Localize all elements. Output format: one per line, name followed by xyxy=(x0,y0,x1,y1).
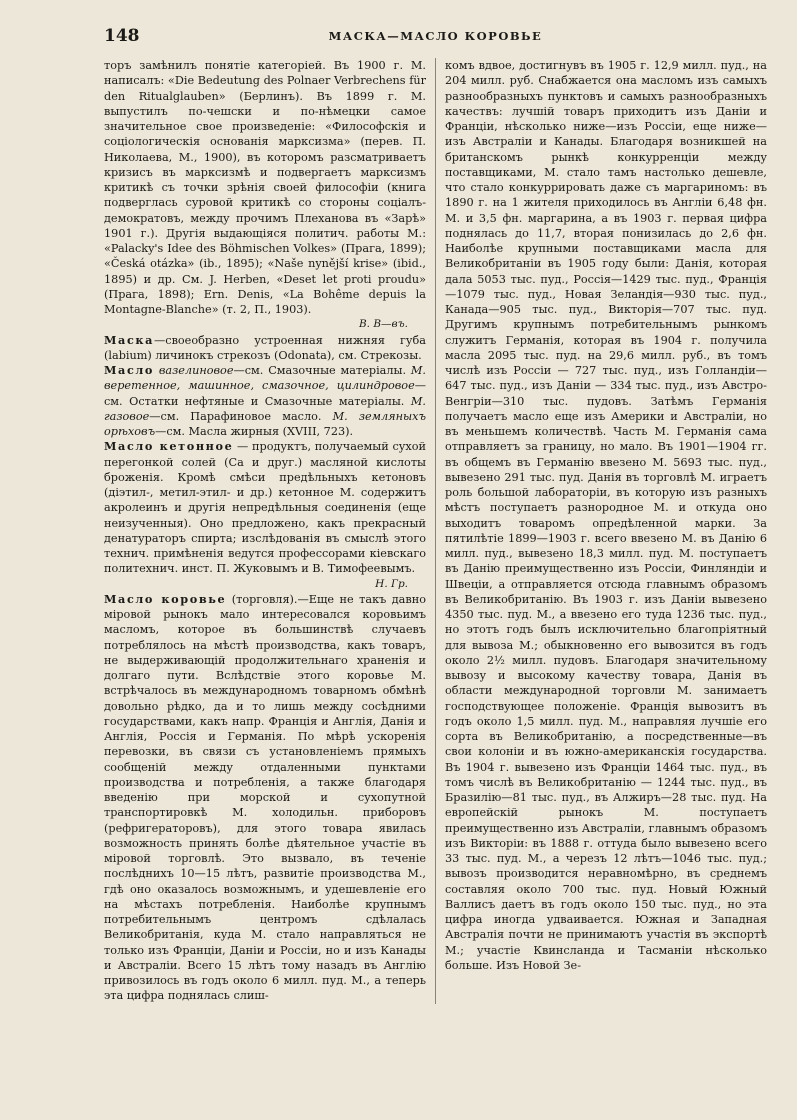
running-title: МАСКА—МАСЛО КОРОВЬЕ xyxy=(328,29,543,43)
right-column xyxy=(435,58,767,1004)
text-columns xyxy=(90,58,767,1004)
headword: Масло кетонное xyxy=(104,439,234,454)
headword: Масло xyxy=(104,363,155,377)
paragraph-masaryk-continued: торъ замѣнилъ понятіе категоріей. Въ 1900 г. М. написалъ: «Die Bedeutung des Polnaer Verbrechens für den Ritualglauben» (Берлинъ). Въ 1899 г. М. выпустилъ по-чешски и по-нѣмецки самое значительное свое произведеніе: «Философскія и соціологическія основанія марксизма» (перев. П. Николаева, М., 1900), въ которомъ разсматриваетъ кризисъ въ марксизмѣ и подвергаетъ марксизмъ критикѣ съ точки зрѣнія своей философіи (книга подверглась суровой критикѣ со стороны соціалъ-демократовъ, между прочимъ Плеханова въ «Зарѣ» 1901 г.). Другія выдающіяся политич. работы М.: «Palacky's Idee des Böhmischen Volkes» (Прага, 1899); «Česká otázka» (ib., 1895); «Naše nynější krise» (ibid., 1895) и др. См. J. Herben, «Deset let proti proudu» (Прага, 1898); Ern. Denis, «La Bohême depuis la Montagne-Blanche» (т. 2, П., 1903). xyxy=(104,59,426,316)
entry-maslo-korovie: Масло коровье (торговля).—Еще не такъ давно міровой рынокъ мало интересовался коровьимъ масломъ, которое въ большинствѣ случаевъ потреблялось на мѣстѣ производства, какъ товаръ, не выдерживающій продолжительнаго храненія и долгаго пути. Вслѣдствіе этого коровье М. встрѣчалось въ международномъ товарномъ обмѣнѣ довольно рѣдко, да и то лишь между сосѣдними государствами, какъ напр. Франція и Англія, Данія и Англія, Россія и Германія. По мѣрѣ ускоренія перевозки, въ связи съ установленіемъ прямыхъ сообщеній между отдаленными пунктами производства и потребленія, а также благодаря введенію при морской и сухопутной транспортировкѣ М. холодильн. приборовъ (рефригераторовъ), для этого товара явилась возможность принять болѣе дѣятельное участіе въ міровой торговлѣ. Это вызвало, въ теченіе послѣднихъ 10—15 лѣтъ, развитіе производства М., гдѣ оно оказалось возможнымъ, и удешевленіе его на мѣстахъ потребленія. Наиболѣе крупнымъ потребительнымъ центромъ сдѣлалась Великобританія, куда М. стало направляться не только изъ Франціи, Даніи и Россіи, но и изъ Канады и Австраліи. Всего 15 лѣтъ тому назадъ въ Англію привозилось въ годъ около 6 милл. пуд. М., а теперь эта цифра поднялась слиш- xyxy=(104,591,426,1003)
paragraph-maslo-korovie-continued: комъ вдвое, достигнувъ въ 1905 г. 12,9 милл. пуд., на 204 милл. руб. Снабжается она масломъ изъ самыхъ разнообразныхъ пунктовъ и самыхъ разнообразныхъ качествъ: лучшій товаръ приходитъ изъ Даніи и Франціи, нѣсколько ниже—изъ Россіи, еще ниже—изъ Австраліи и Канады. Благодаря возникшей на британскомъ рынкѣ конкурренціи между поставщиками, М. стало тамъ настолько дешевле, что стало конкуррировать даже съ маргариномъ: въ 1890 г. на 1 жителя приходилось въ Англіи 6,48 фн. М. и 3,5 фн. маргарина, а въ 1903 г. первая цифра поднялась до 11,7, вторая понизилась до 2,6 фн. Наиболѣе крупными поставщиками масла для Великобританіи въ 1905 году были: Данія, которая дала 5053 тыс. пуд., Россія—1429 тыс. пуд., Франція—1079 тыс. пуд., Новая Зеландія—930 тыс. пуд., Канада—905 тыс. пуд., Викторія—707 тыс. пуд. Другимъ крупнымъ потребительнымъ рынкомъ служитъ Германія, которая въ 1904 г. получила масла 2095 тыс. пуд. на 29,6 милл. руб., въ томъ числѣ изъ Россіи — 727 тыс. пуд., изъ Голландіи—647 тыс. пуд., изъ Даніи — 334 тыс. пуд., изъ Австро-Венгріи—310 тыс. пудовъ. Затѣмъ Германія получаетъ масло еще изъ Америки и Австраліи, но въ меньшемъ количествѣ. Часть М. Германія сама отправляетъ за границу, но мало. Въ 1901—1904 гг. въ общемъ въ Германію ввезено М. 5693 тыс. пуд., вывезено 291 тыс. пуд. Данія въ торговлѣ М. играетъ роль большой лабораторіи, въ которую изъ разныхъ мѣстъ поступаетъ разнородное М. и откуда оно выходитъ товаромъ опредѣленной марки. За пятилѣтіе 1899—1903 г. всего ввезено М. въ Данію 6 милл. пуд., вывезено 18,3 милл. пуд. М. поступаетъ въ Данію преимущественно изъ Россіи, Финляндіи и Швеціи, а отправляется отсюда главнымъ образомъ въ Великобританію. Въ 1903 г. изъ Даніи вывезено 4350 тыс. пуд. М., а ввезено его туда 1236 тыс. пуд., но этотъ годъ былъ исключительно благопріятный для вывоза М.; обыкновенно его вывозится въ годъ около 2½ милл. пудовъ. Благодаря значительному вывозу и высокому качеству товара, Данія въ области международной торговли М. занимаетъ господствующее положеніе. Франція вывозитъ въ годъ около 1,5 милл. пуд. М., направляя лучшіе его сорта въ Великобританію, а посредственные—въ свои колоніи и въ южно-американскія государства. Въ 1904 г. вывезено изъ Франціи 1464 тыс. пуд., въ томъ числѣ въ Великобританію — 1244 тыс. пуд., въ Бразилію—81 тыс. пуд., въ Алжиръ—28 тыс. пуд. На европейскій рынокъ М. поступаетъ преимущественно изъ Австраліи, главнымъ образомъ изъ Викторіи: въ 1888 г. оттуда было вывезено всего 33 тыс. пуд. М., а черезъ 12 лѣтъ—1046 тыс. пуд.; вывозъ производится неравномѣрно, въ среднемъ составляя около 700 тыс. пуд. Новый Южный Валлисъ даетъ въ годъ около 150 тыс. пуд., но эта цифра иногда удваивается. Южная и Западная Австралія почти не принимаютъ участія въ экспортѣ М.; участіе Квинсланда и Тасманіи нѣсколько больше. Изъ Новой Зе- xyxy=(445,59,767,972)
left-column xyxy=(104,58,435,1004)
page-header xyxy=(104,26,767,52)
headword: Маска xyxy=(104,332,155,347)
page-number: 148 xyxy=(104,26,140,46)
entry-maska: Маска—своеобразно устроенная нижняя губа (labium) личинокъ стрекозъ (Odonata), см. Стрекозы. xyxy=(104,332,426,362)
entry-maslo-ketonnoe: Масло кетонное — продуктъ, получаемый сухой перегонкой солей (Ca и друг.) масляной кислоты броженія. Кромѣ смѣси предѣльныхъ кетоновъ (діэтил-, метил-этил- и др.) кетонное М. содержитъ акролеинъ и другія непредѣльныя соединенія (еще неизученныя). Оно предложено, какъ прекрасный денатураторъ спирта; изслѣдованія въ смыслѣ этого технич. примѣненія ведутся профессорами кіевскаго политехнич. инст. П. Жуковымъ и В. Тимофеевымъ. Н. Гр. xyxy=(104,439,426,576)
author-signature: Н. Гр. xyxy=(375,577,408,590)
author-signature: В. В—въ. xyxy=(358,318,408,331)
entry-maslo: Масло вазелиновое—см. Смазочные матеріалы. М. веретенное, машинное, смазочное, цилиндровое—см. Остатки нефтяные и Смазочные матеріалы. М. газовое—см. Парафиновое масло. М. земляныхъ орѣховъ—см. Масла жирныя (XVIII, 723). xyxy=(104,363,427,438)
headword: Масло коровье xyxy=(104,591,227,606)
